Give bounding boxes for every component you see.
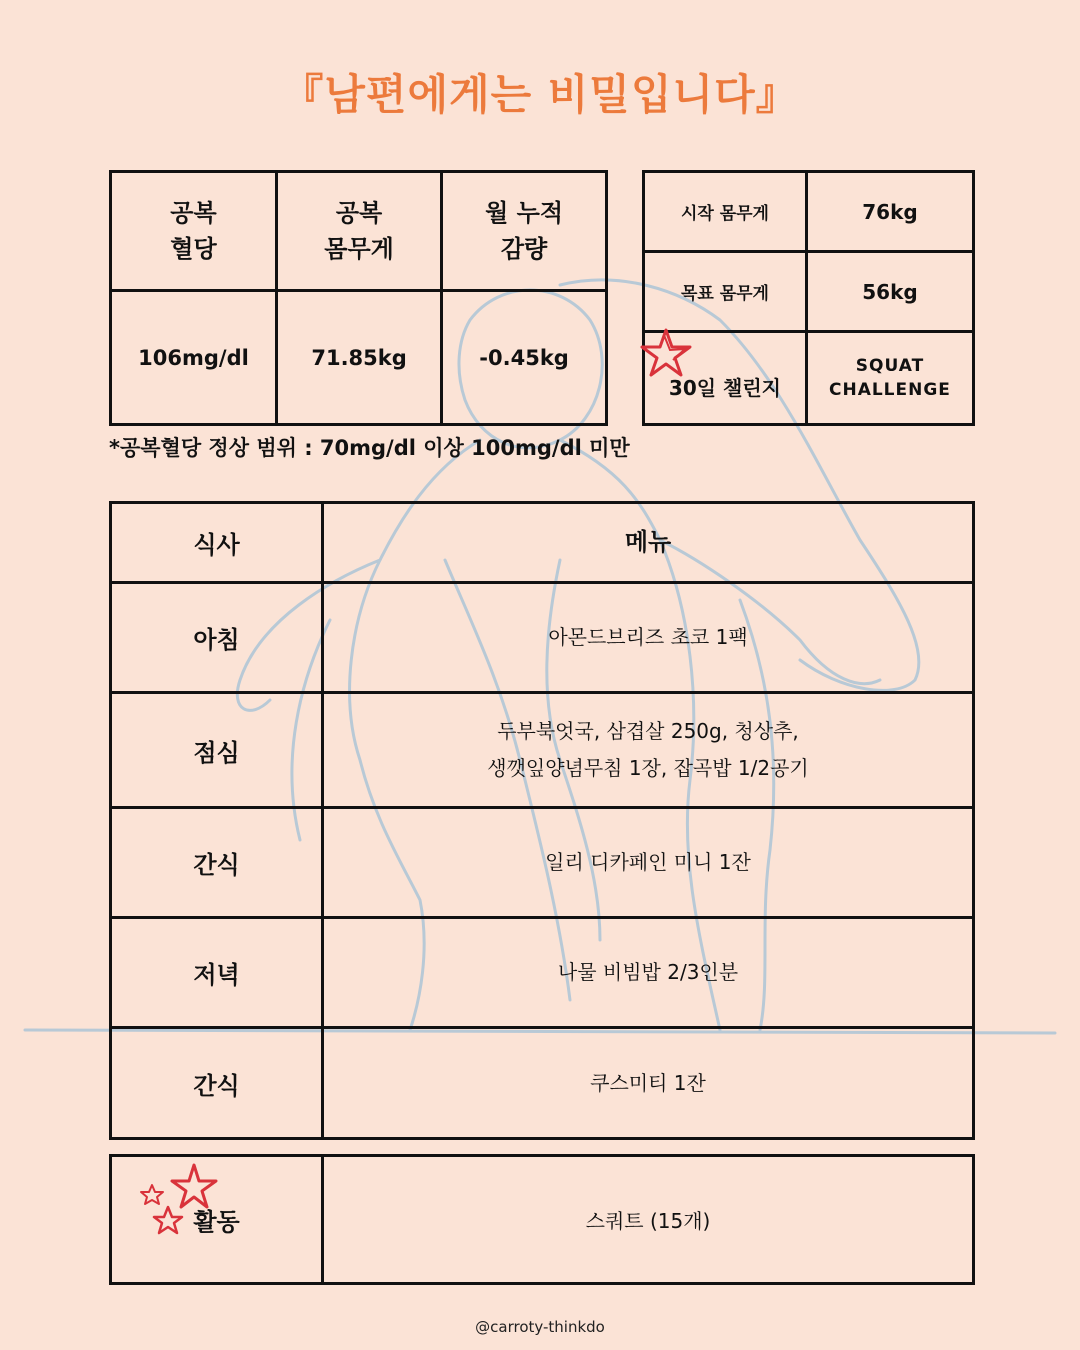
meal-table [109,501,975,1140]
table-row [111,1028,974,1139]
start-weight-value: 76kg [806,172,973,252]
goal-table [642,170,975,426]
challenge-label: 30일 챌린지 [668,375,781,400]
activity-label: 활동 [193,1208,240,1236]
activity-table [109,1154,975,1285]
start-weight-label: 시작 몸무게 [644,172,807,252]
table-row [111,808,974,918]
footer-handle: @carroty-thinkdo [475,1318,605,1336]
menu-text: 아몬드브리즈 초코 1팩 [323,583,974,693]
challenge-value [806,332,973,425]
activity-label-cell [111,1156,323,1284]
value-monthly-loss: -0.45kg [442,291,607,425]
menu-text [323,693,974,808]
meal-name: 간식 [111,1028,323,1139]
meal-name: 간식 [111,808,323,918]
header-fasting-weight [276,172,441,291]
target-weight-value: 56kg [806,252,973,332]
header-monthly-loss [442,172,607,291]
menu-text: 나물 비빔밥 2/3인분 [323,918,974,1028]
target-weight-label: 목표 몸무게 [644,252,807,332]
menu-text-multiline: 두부북엇국, 삼겹살 250g, 청상추, 생깻잎양념무침 1장, 잡곡밥 1/2공기 [487,719,809,780]
header-label: 공복 혈당 [170,199,217,263]
header-label: 월 누적 감량 [485,199,564,263]
meal-name: 저녁 [111,918,323,1028]
table-row [111,583,974,693]
menu-header: 메뉴 [323,503,974,583]
table-row [111,693,974,808]
meal-name: 아침 [111,583,323,693]
star-doodle-icon [639,327,693,377]
challenge-value-text: SQUAT CHALLENGE [828,356,951,400]
table-row [111,918,974,1028]
value-fasting-weight: 71.85kg [276,291,441,425]
meal-name: 점심 [111,693,323,808]
glucose-range-note: *공복혈당 정상 범위 : 70mg/dl 이상 100mg/dl 미만 [109,436,630,460]
menu-text: 쿠스미티 1잔 [323,1028,974,1139]
stats-table [109,170,608,426]
header-fasting-glucose [111,172,277,291]
activity-value: 스쿼트 (15개) [323,1156,974,1284]
menu-text: 일리 디카페인 미니 1잔 [323,808,974,918]
header-label: 공복 몸무게 [324,199,394,263]
challenge-label-cell [644,332,807,425]
page-title: 『남편에게는 비밀입니다』 [281,70,799,119]
meal-header: 식사 [111,503,323,583]
value-fasting-glucose: 106mg/dl [111,291,277,425]
